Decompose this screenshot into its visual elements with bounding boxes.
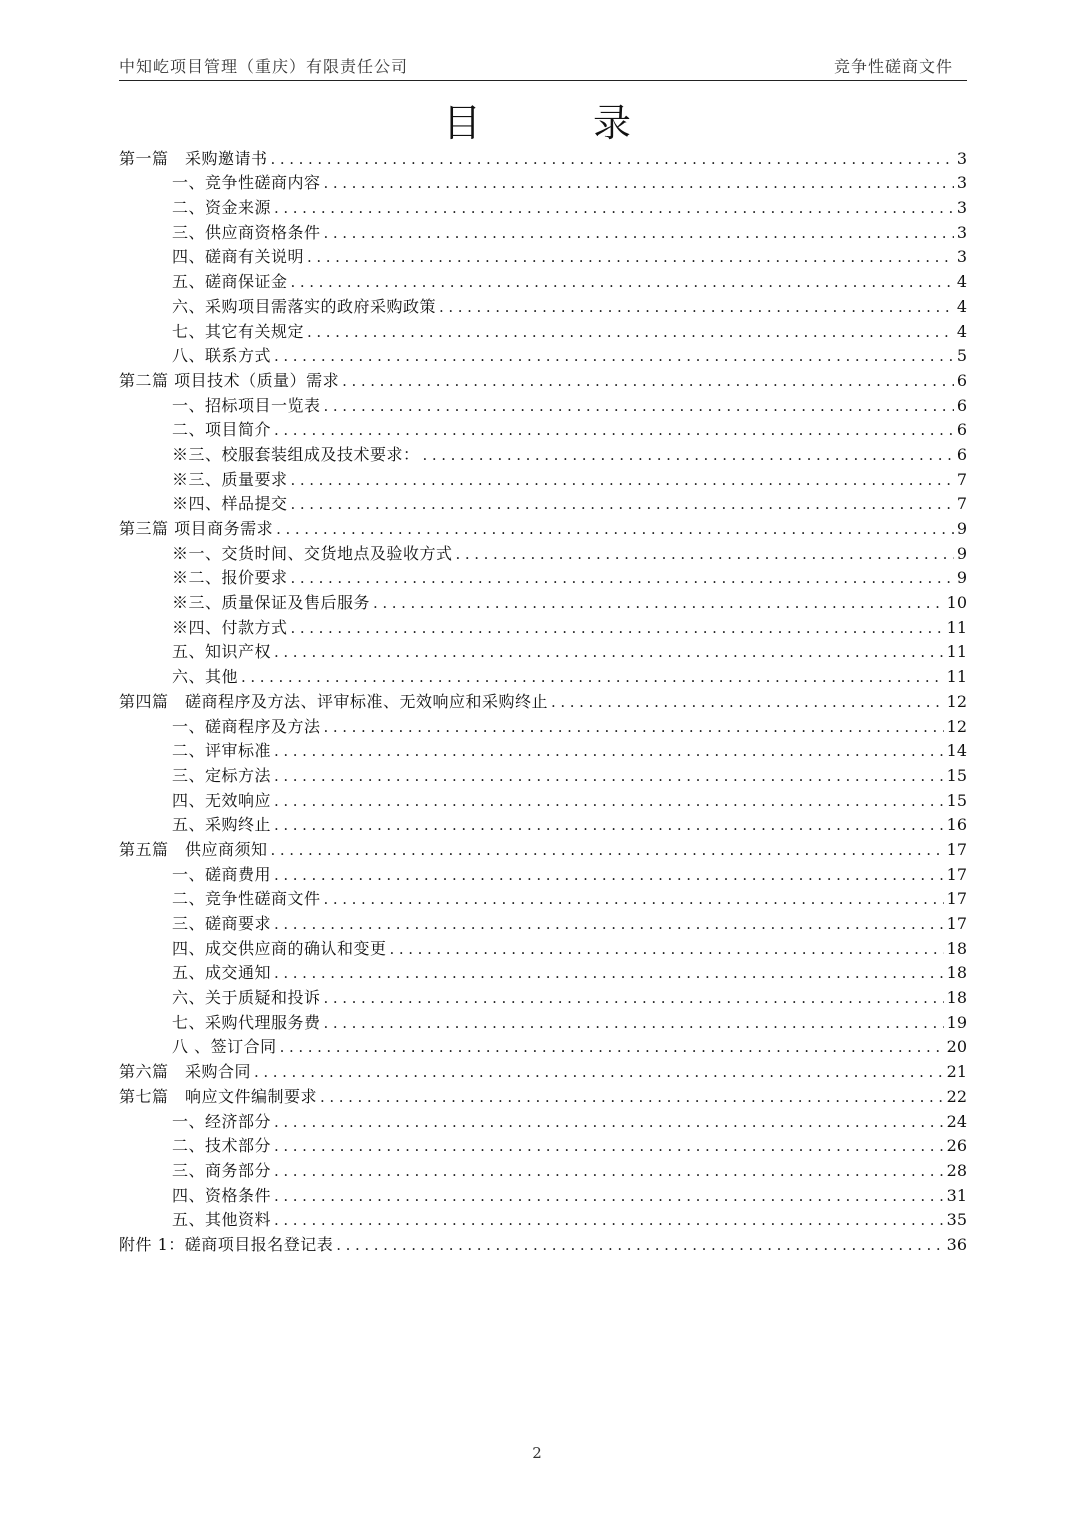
toc-dot-leader bbox=[456, 542, 954, 566]
toc-entry-label: 六、采购项目需落实的政府采购政策 bbox=[172, 296, 437, 316]
toc-chapter-entry[interactable] bbox=[119, 146, 967, 171]
toc-entry-label: ※一、交货时间、交货地点及验收方式 bbox=[172, 543, 453, 563]
toc-entry-label: 五、知识产权 bbox=[172, 642, 272, 662]
toc-dot-leader bbox=[274, 739, 944, 763]
toc-dot-leader bbox=[324, 394, 954, 418]
table-of-contents bbox=[119, 146, 967, 1257]
toc-dot-leader bbox=[274, 640, 944, 664]
toc-dot-leader bbox=[291, 566, 954, 590]
toc-entry-label: 二、项目简介 bbox=[172, 420, 272, 440]
toc-entry-page-number: 16 bbox=[946, 815, 967, 835]
toc-section-entry[interactable] bbox=[119, 887, 967, 912]
toc-dot-leader bbox=[241, 665, 944, 689]
toc-dot-leader bbox=[274, 813, 944, 837]
page-header bbox=[119, 52, 967, 81]
page-number: 2 bbox=[532, 1444, 542, 1462]
toc-section-entry[interactable] bbox=[119, 319, 967, 344]
toc-entry-label: ※四、样品提交 bbox=[172, 494, 288, 514]
toc-section-entry[interactable] bbox=[119, 664, 967, 689]
toc-section-entry[interactable] bbox=[119, 1010, 967, 1035]
toc-entry-page-number: 3 bbox=[956, 247, 967, 267]
toc-entry-page-number: 6 bbox=[956, 395, 967, 415]
toc-section-entry[interactable] bbox=[119, 467, 967, 492]
toc-chapter-entry[interactable] bbox=[119, 516, 967, 541]
toc-entry-page-number: 24 bbox=[946, 1111, 967, 1131]
toc-entry-label: 第三篇 项目商务需求 bbox=[119, 519, 274, 538]
toc-entry-label: ※四、付款方式 bbox=[172, 617, 288, 637]
toc-section-entry[interactable] bbox=[119, 245, 967, 270]
toc-entry-page-number: 28 bbox=[946, 1160, 967, 1180]
toc-section-entry[interactable] bbox=[119, 294, 967, 319]
toc-entry-label: 第四篇 磋商程序及方法、评审标准、无效响应和采购终止 bbox=[119, 691, 549, 711]
toc-section-entry[interactable] bbox=[119, 763, 967, 788]
toc-dot-leader bbox=[274, 344, 954, 368]
toc-section-entry[interactable] bbox=[119, 344, 967, 369]
toc-dot-leader bbox=[274, 764, 944, 788]
toc-entry-page-number: 7 bbox=[956, 469, 967, 489]
toc-entry-label: 二、技术部分 bbox=[172, 1136, 272, 1156]
toc-entry-label: 四、成交供应商的确认和变更 bbox=[172, 938, 387, 958]
toc-entry-page-number: 18 bbox=[946, 988, 967, 1008]
toc-entry-label: 三、定标方法 bbox=[172, 765, 272, 785]
toc-entry-label: 一、招标项目一览表 bbox=[172, 395, 321, 415]
toc-entry-page-number: 4 bbox=[956, 296, 967, 316]
toc-entry-page-number: 36 bbox=[946, 1234, 967, 1254]
toc-dot-leader bbox=[320, 1085, 944, 1109]
toc-entry-page-number: 12 bbox=[946, 691, 967, 711]
toc-section-entry[interactable] bbox=[119, 590, 967, 615]
toc-entry-label: ※三、校服套装组成及技术要求： bbox=[172, 444, 420, 464]
toc-section-entry[interactable] bbox=[119, 788, 967, 813]
toc-section-entry[interactable] bbox=[119, 1109, 967, 1134]
toc-entry-page-number: 20 bbox=[946, 1037, 967, 1057]
toc-dot-leader bbox=[307, 245, 954, 269]
toc-entry-label: 第六篇 采购合同 bbox=[119, 1062, 252, 1082]
toc-section-entry[interactable] bbox=[119, 418, 967, 443]
toc-entry-label: 七、其它有关规定 bbox=[172, 321, 305, 341]
toc-entry-label: 一、竞争性磋商内容 bbox=[172, 173, 321, 193]
toc-entry-label: 四、无效响应 bbox=[172, 790, 272, 810]
toc-entry-page-number: 10 bbox=[946, 593, 967, 613]
toc-dot-leader bbox=[390, 937, 944, 961]
header-company-name: 中知屹项目管理（重庆）有限责任公司 bbox=[119, 57, 409, 76]
toc-entry-page-number: 14 bbox=[946, 741, 967, 761]
header-document-type: 竞争性磋商文件 bbox=[833, 57, 953, 76]
toc-entry-page-number: 3 bbox=[956, 198, 967, 218]
toc-section-entry[interactable] bbox=[119, 961, 967, 986]
toc-chapter-entry[interactable] bbox=[119, 689, 967, 714]
toc-dot-leader bbox=[274, 1134, 944, 1158]
toc-entry-page-number: 4 bbox=[956, 272, 967, 292]
toc-dot-leader bbox=[324, 221, 954, 245]
toc-entry-label: 五、磋商保证金 bbox=[172, 272, 288, 292]
toc-entry-label: 第二篇 项目技术（质量）需求 bbox=[119, 370, 340, 390]
toc-entry-page-number: 35 bbox=[946, 1210, 967, 1230]
toc-entry-page-number: 11 bbox=[946, 617, 967, 637]
toc-dot-leader bbox=[274, 1110, 944, 1134]
toc-entry-page-number: 5 bbox=[956, 346, 967, 366]
toc-section-entry[interactable] bbox=[119, 739, 967, 764]
toc-entry-label: 五、其他资料 bbox=[172, 1210, 272, 1230]
toc-entry-label: 第七篇 响应文件编制要求 bbox=[119, 1086, 318, 1106]
toc-entry-page-number: 9 bbox=[956, 568, 967, 588]
toc-section-entry[interactable] bbox=[119, 936, 967, 961]
toc-section-entry[interactable] bbox=[119, 1183, 967, 1208]
toc-entry-label: 八 、签订合同 bbox=[172, 1037, 277, 1057]
toc-entry-page-number: 3 bbox=[956, 222, 967, 242]
toc-dot-leader bbox=[274, 418, 954, 442]
toc-section-entry[interactable] bbox=[119, 813, 967, 838]
toc-entry-label: 二、资金来源 bbox=[172, 198, 272, 218]
toc-dot-leader bbox=[307, 320, 954, 344]
toc-entry-label: ※三、质量要求 bbox=[172, 469, 288, 489]
toc-entry-page-number: 26 bbox=[946, 1136, 967, 1156]
toc-dot-leader bbox=[291, 468, 954, 492]
toc-dot-leader bbox=[291, 270, 954, 294]
toc-dot-leader bbox=[551, 690, 944, 714]
toc-section-entry[interactable] bbox=[119, 1208, 967, 1233]
toc-entry-label: 附件 1：磋商项目报名登记表 bbox=[119, 1234, 334, 1254]
toc-chapter-entry[interactable] bbox=[119, 837, 967, 862]
toc-entry-page-number: 18 bbox=[946, 938, 967, 958]
toc-chapter-entry[interactable] bbox=[119, 1084, 967, 1109]
toc-entry-label: 一、磋商费用 bbox=[172, 864, 272, 884]
toc-entry-label: 第五篇 供应商须知 bbox=[119, 839, 268, 859]
toc-section-entry[interactable] bbox=[119, 911, 967, 936]
toc-dot-leader bbox=[274, 196, 954, 220]
toc-dot-leader bbox=[254, 1060, 944, 1084]
toc-dot-leader bbox=[274, 863, 944, 887]
toc-entry-page-number: 3 bbox=[956, 148, 967, 168]
toc-section-entry[interactable] bbox=[119, 1134, 967, 1159]
toc-dot-leader bbox=[324, 715, 944, 739]
toc-dot-leader bbox=[271, 147, 954, 171]
toc-entry-page-number: 11 bbox=[946, 642, 967, 662]
toc-entry-page-number: 17 bbox=[946, 864, 967, 884]
toc-dot-leader bbox=[274, 789, 944, 813]
toc-entry-label: 六、关于质疑和投诉 bbox=[172, 988, 321, 1008]
toc-dot-leader bbox=[291, 492, 954, 516]
toc-entry-label: ※三、质量保证及售后服务 bbox=[172, 593, 371, 613]
toc-entry-page-number: 17 bbox=[946, 914, 967, 933]
toc-dot-leader bbox=[274, 1208, 944, 1232]
toc-dot-leader bbox=[274, 1159, 944, 1183]
toc-section-entry[interactable] bbox=[119, 566, 967, 591]
toc-dot-leader bbox=[336, 1233, 943, 1257]
toc-entry-page-number: 22 bbox=[946, 1086, 967, 1106]
toc-entry-page-number: 15 bbox=[946, 765, 967, 785]
toc-section-entry[interactable] bbox=[119, 615, 967, 640]
toc-entry-page-number: 7 bbox=[956, 494, 967, 514]
toc-entry-page-number: 4 bbox=[956, 321, 967, 341]
toc-entry-label: 五、采购终止 bbox=[172, 815, 272, 835]
toc-entry-label: 第一篇 采购邀请书 bbox=[119, 148, 268, 168]
toc-section-entry[interactable] bbox=[119, 171, 967, 196]
toc-section-entry[interactable] bbox=[119, 541, 967, 566]
toc-entry-page-number: 15 bbox=[946, 790, 967, 810]
toc-dot-leader bbox=[423, 443, 954, 467]
toc-chapter-entry[interactable] bbox=[119, 368, 967, 393]
toc-chapter-entry[interactable] bbox=[119, 1232, 967, 1257]
toc-entry-label: 八、联系方式 bbox=[172, 346, 272, 366]
toc-entry-label: 四、资格条件 bbox=[172, 1185, 272, 1205]
toc-entry-page-number: 17 bbox=[946, 889, 967, 909]
toc-section-entry[interactable] bbox=[119, 640, 967, 665]
toc-entry-label: 七、采购代理服务费 bbox=[172, 1012, 321, 1032]
toc-entry-page-number: 17 bbox=[946, 839, 967, 859]
toc-entry-label: 三、商务部分 bbox=[172, 1160, 272, 1180]
toc-entry-page-number: 31 bbox=[946, 1185, 967, 1205]
toc-entry-page-number: 12 bbox=[946, 716, 967, 736]
toc-section-entry[interactable] bbox=[119, 862, 967, 887]
toc-entry-page-number: 6 bbox=[956, 444, 967, 464]
toc-entry-page-number: 21 bbox=[946, 1062, 967, 1082]
toc-entry-label: 五、成交通知 bbox=[172, 963, 272, 983]
toc-dot-leader bbox=[324, 887, 944, 911]
toc-entry-label: 四、磋商有关说明 bbox=[172, 247, 305, 267]
toc-section-entry[interactable] bbox=[119, 393, 967, 418]
page-title: 目 录 bbox=[442, 101, 682, 145]
toc-section-entry[interactable] bbox=[119, 195, 967, 220]
toc-section-entry[interactable] bbox=[119, 442, 967, 467]
toc-entry-page-number: 11 bbox=[946, 667, 967, 687]
toc-entry-label: ※二、报价要求 bbox=[172, 568, 288, 588]
toc-entry-page-number: 6 bbox=[956, 370, 967, 390]
toc-chapter-entry[interactable] bbox=[119, 1059, 967, 1084]
toc-dot-leader bbox=[439, 295, 954, 319]
toc-dot-leader bbox=[373, 591, 944, 615]
toc-entry-page-number: 6 bbox=[956, 420, 967, 440]
toc-dot-leader bbox=[324, 1011, 944, 1035]
toc-dot-leader bbox=[280, 1035, 944, 1059]
toc-dot-leader bbox=[271, 838, 944, 862]
toc-entry-label: 二、竞争性磋商文件 bbox=[172, 889, 321, 909]
toc-entry-page-number: 18 bbox=[946, 963, 967, 983]
toc-entry-page-number: 3 bbox=[956, 173, 967, 193]
toc-dot-leader bbox=[342, 369, 954, 393]
toc-entry-page-number: 19 bbox=[946, 1012, 967, 1032]
toc-dot-leader bbox=[274, 1184, 944, 1208]
toc-entry-label: 六、其他 bbox=[172, 667, 239, 687]
toc-section-entry[interactable] bbox=[119, 1158, 967, 1183]
toc-section-entry[interactable] bbox=[119, 1035, 967, 1060]
toc-section-entry[interactable] bbox=[119, 985, 967, 1010]
toc-entry-label: 一、磋商程序及方法 bbox=[172, 716, 321, 736]
toc-entry-page-number: 9 bbox=[956, 543, 967, 563]
toc-dot-leader bbox=[276, 517, 954, 541]
toc-section-entry[interactable] bbox=[119, 269, 967, 294]
toc-dot-leader bbox=[324, 986, 944, 1010]
toc-dot-leader bbox=[274, 961, 944, 985]
toc-entry-label: 三、磋商要求 bbox=[172, 914, 272, 933]
toc-section-entry[interactable] bbox=[119, 492, 967, 517]
toc-entry-label: 三、供应商资格条件 bbox=[172, 222, 321, 242]
toc-dot-leader bbox=[274, 912, 944, 936]
toc-entry-page-number: 9 bbox=[956, 519, 967, 538]
toc-entry-label: 一、经济部分 bbox=[172, 1111, 272, 1131]
toc-section-entry[interactable] bbox=[119, 220, 967, 245]
toc-dot-leader bbox=[324, 171, 954, 195]
toc-section-entry[interactable] bbox=[119, 714, 967, 739]
toc-dot-leader bbox=[291, 616, 944, 640]
toc-entry-label: 二、评审标准 bbox=[172, 741, 272, 761]
